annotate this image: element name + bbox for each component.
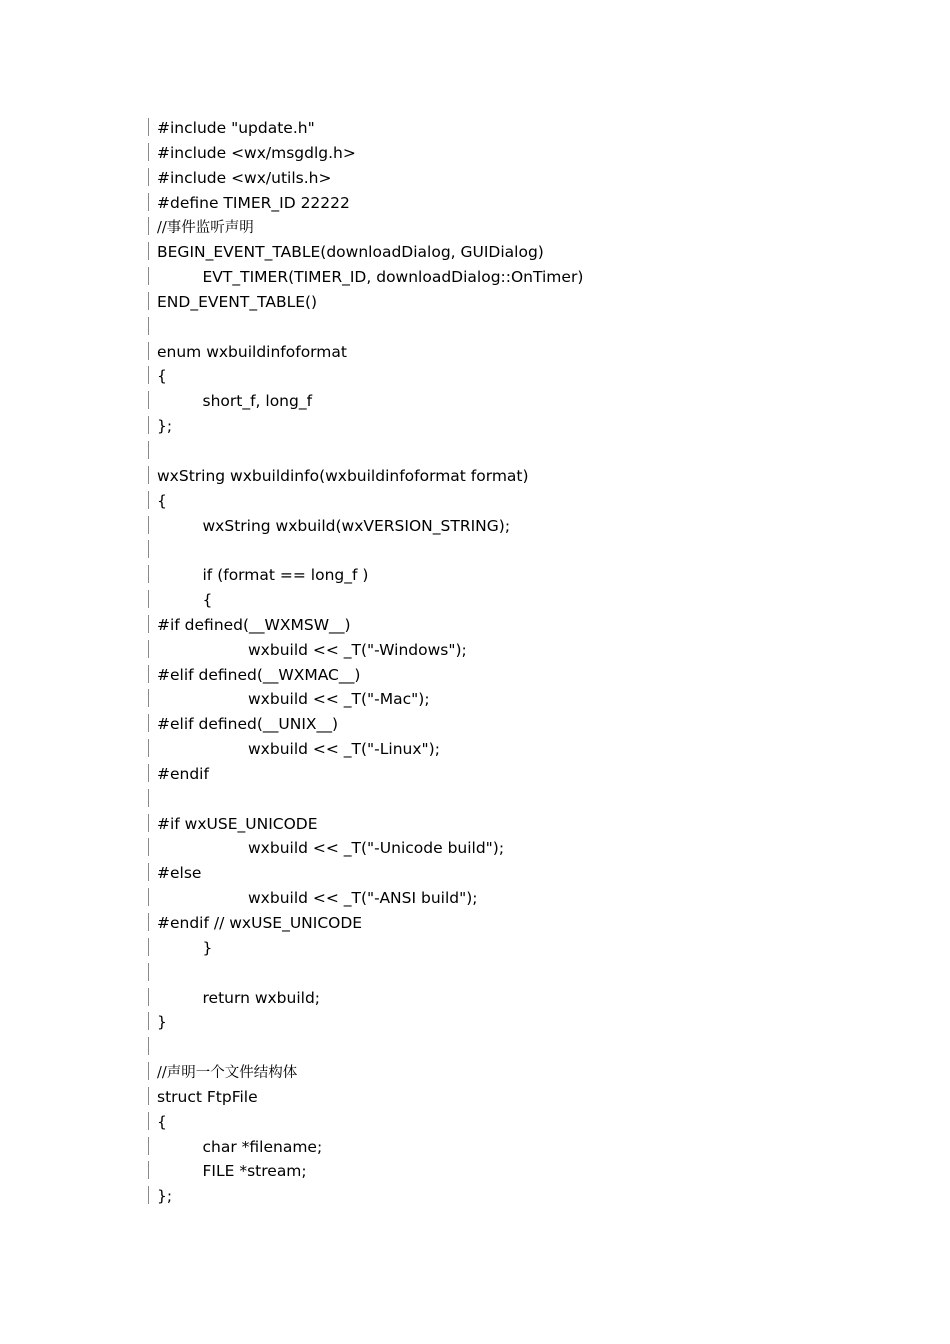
code-line	[148, 1085, 908, 1110]
code-line	[148, 613, 908, 638]
change-bar	[148, 217, 149, 235]
code-line-text: {	[202, 591, 213, 610]
change-bar	[148, 739, 149, 757]
change-bar	[148, 913, 149, 931]
code-line	[148, 1035, 908, 1060]
code-line-text: {	[157, 367, 167, 386]
code-line-text: if (format == long_f )	[202, 566, 369, 585]
change-bar	[148, 1137, 149, 1155]
code-line	[148, 439, 908, 464]
code-line-text: enum wxbuildinfoformat	[157, 342, 347, 361]
change-bar	[148, 888, 149, 906]
code-line-text: #include <wx/msgdlg.h>	[157, 143, 356, 162]
code-line	[148, 464, 908, 489]
code-line	[148, 1010, 908, 1035]
code-line-text: #else	[157, 864, 202, 883]
change-bar	[148, 441, 149, 459]
code-line	[148, 414, 908, 439]
code-line-text: };	[157, 417, 173, 436]
code-line	[148, 836, 908, 861]
code-line-text: short_f, long_f	[202, 392, 313, 411]
code-line	[148, 141, 908, 166]
code-line-text: #if defined(__WXMSW__)	[157, 615, 351, 634]
change-bar	[148, 963, 149, 981]
code-line-text: char *filename;	[202, 1137, 323, 1156]
code-line-text: #if wxUSE_UNICODE	[157, 814, 318, 833]
change-bar	[148, 1186, 149, 1204]
code-line	[148, 538, 908, 563]
code-line-text: #define TIMER_ID 22222	[157, 193, 350, 212]
change-bar	[148, 540, 149, 558]
change-bar	[148, 143, 149, 161]
code-line	[148, 861, 908, 886]
change-bar	[148, 317, 149, 335]
change-bar	[148, 814, 149, 832]
change-bar	[148, 789, 149, 807]
change-bar	[148, 565, 149, 583]
change-bar	[148, 838, 149, 856]
code-line	[148, 563, 908, 588]
change-bar	[148, 1062, 149, 1080]
code-line	[148, 886, 908, 911]
code-line-text: #endif	[157, 764, 209, 783]
change-bar	[148, 988, 149, 1006]
code-line	[148, 166, 908, 191]
code-line-text: };	[157, 1187, 173, 1206]
code-line-text: #include <wx/utils.h>	[157, 168, 332, 187]
code-line	[148, 663, 908, 688]
code-line-text: //事件监听声明	[157, 220, 254, 237]
code-line	[148, 215, 908, 240]
code-line	[148, 489, 908, 514]
code-line	[148, 961, 908, 986]
change-bar	[148, 764, 149, 782]
code-line	[148, 787, 908, 812]
code-line	[148, 737, 908, 762]
code-line	[148, 1135, 908, 1160]
code-line-text: {	[157, 1112, 167, 1131]
code-line-text: wxbuild << _T("-Linux");	[248, 740, 440, 759]
change-bar	[148, 516, 149, 534]
change-bar	[148, 863, 149, 881]
code-line	[148, 1184, 908, 1209]
code-line	[148, 986, 908, 1011]
change-bar	[148, 1012, 149, 1030]
code-line	[148, 364, 908, 389]
change-bar	[148, 640, 149, 658]
code-line	[148, 116, 908, 141]
code-line-text: END_EVENT_TABLE()	[157, 292, 318, 311]
code-line-text: wxbuild << _T("-Windows");	[248, 640, 467, 659]
code-line-text: #endif // wxUSE_UNICODE	[157, 914, 363, 932]
code-line	[148, 812, 908, 837]
code-line	[148, 936, 908, 961]
code-line-text: wxbuild << _T("-Mac");	[248, 690, 430, 709]
code-line-text: }	[157, 1013, 167, 1032]
code-line	[148, 340, 908, 365]
change-bar	[148, 391, 149, 409]
code-line	[148, 588, 908, 613]
change-bar	[148, 491, 149, 509]
change-bar	[148, 689, 149, 707]
code-line	[148, 191, 908, 216]
change-bar	[148, 342, 149, 360]
change-bar	[148, 1161, 149, 1179]
code-line-text: FILE *stream;	[202, 1162, 307, 1181]
code-line	[148, 762, 908, 787]
code-line-text: #elif defined(__UNIX__)	[157, 715, 339, 734]
code-line-text: }	[202, 938, 213, 957]
change-bar	[148, 590, 149, 608]
code-line-text: {	[157, 491, 167, 510]
code-line-text: wxString wxbuild(wxVERSION_STRING);	[202, 516, 511, 535]
code-line	[148, 911, 908, 936]
change-bar	[148, 615, 149, 633]
code-line-text: EVT_TIMER(TIMER_ID, downloadDialog::OnTimer)	[202, 268, 584, 287]
code-line	[148, 514, 908, 539]
code-line	[148, 712, 908, 737]
change-bar	[148, 1087, 149, 1105]
change-bar	[148, 168, 149, 186]
code-line	[148, 1110, 908, 1135]
code-line	[148, 638, 908, 663]
change-bar	[148, 416, 149, 434]
change-bar	[148, 242, 149, 260]
code-block	[148, 116, 908, 1209]
code-line-text: struct FtpFile	[157, 1087, 258, 1106]
change-bar	[148, 1037, 149, 1055]
code-line	[148, 240, 908, 265]
code-line-text: #elif defined(__WXMAC__)	[157, 665, 361, 684]
code-line	[148, 687, 908, 712]
code-line	[148, 1159, 908, 1184]
change-bar	[148, 466, 149, 484]
change-bar	[148, 193, 149, 211]
code-line	[148, 1060, 908, 1085]
change-bar	[148, 665, 149, 683]
code-line-text: wxbuild << _T("-Unicode build");	[248, 839, 505, 858]
change-bar	[148, 366, 149, 384]
change-bar	[148, 267, 149, 285]
code-line	[148, 265, 908, 290]
change-bar	[148, 118, 149, 136]
code-line-text: return wxbuild;	[202, 988, 321, 1007]
code-line	[148, 315, 908, 340]
code-line-text: //声明一个文件结构体	[157, 1065, 298, 1082]
code-line	[148, 389, 908, 414]
code-line-text: wxbuild << _T("-ANSI build");	[248, 889, 478, 908]
code-line-text: BEGIN_EVENT_TABLE(downloadDialog, GUIDialog)	[157, 243, 544, 262]
code-line-text: #include "update.h"	[157, 119, 315, 137]
code-line-text: wxString wxbuildinfo(wxbuildinfoformat format)	[157, 466, 529, 485]
change-bar	[148, 292, 149, 310]
change-bar	[148, 1112, 149, 1130]
change-bar	[148, 938, 149, 956]
code-line	[148, 290, 908, 315]
change-bar	[148, 714, 149, 732]
